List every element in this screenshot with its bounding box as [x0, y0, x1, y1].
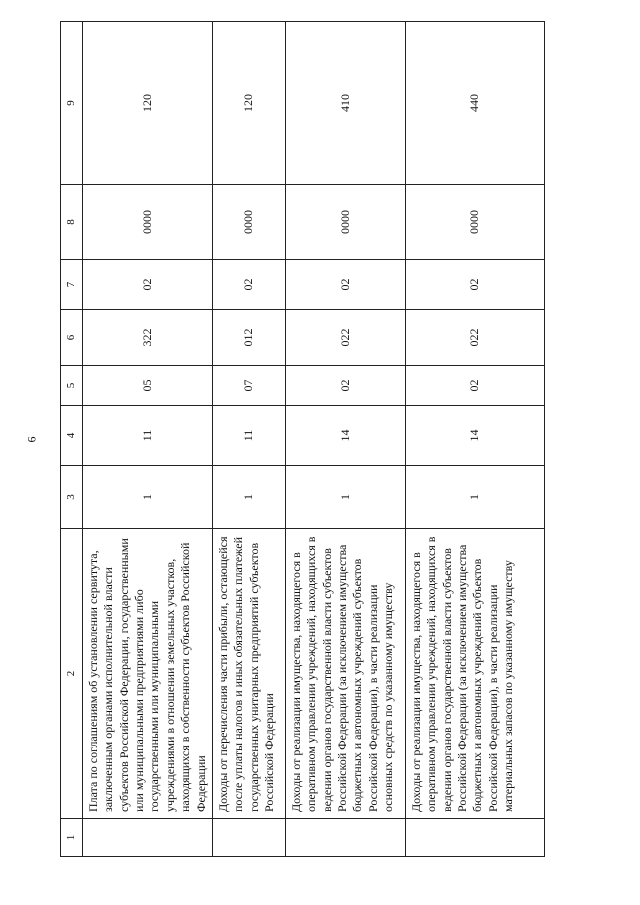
row-number-cell — [83, 819, 213, 857]
table-row — [212, 22, 285, 857]
header-cell-2: 2 — [61, 529, 83, 819]
code-cell-9: 120 — [212, 22, 285, 185]
page-number: 6 — [24, 436, 39, 443]
revenue-code-table — [60, 21, 545, 857]
code-cell-3: 1 — [285, 466, 405, 529]
description-cell: Доходы от реализации имущества, находящегося в оперативном управлении учреждений, находящихся в ведении органов государственной власти субъектов Российской Федерации (за исключением имущества бюджетных и автономных учреждений субъектов Российской Федерации), в части реализации основных средств по указанному имуществу — [285, 529, 405, 819]
code-cell-6: 022 — [285, 310, 405, 366]
header-cell-3: 3 — [61, 466, 83, 529]
header-cell-9: 9 — [61, 22, 83, 185]
description-cell: Доходы от перечисления части прибыли, остающейся после уплаты налогов и иных обязательных платежей государственных унитарных предприятий субъектов Российской Федерации — [212, 529, 285, 819]
code-cell-7: 02 — [405, 260, 544, 310]
code-cell-6: 322 — [83, 310, 213, 366]
code-cell-9: 410 — [285, 22, 405, 185]
code-cell-7: 02 — [83, 260, 213, 310]
code-cell-3: 1 — [405, 466, 544, 529]
code-cell-3: 1 — [83, 466, 213, 529]
header-cell-1: 1 — [61, 819, 83, 857]
code-cell-6: 012 — [212, 310, 285, 366]
description-cell: Доходы от реализации имущества, находящегося в оперативном управлении учреждений, находящихся в ведении органов государственной власти субъектов Российской Федерации (за исключением имущества бюджетных и автономных учреждений субъектов Российской Федерации), в части реализации материальных запасов по указанному имуществу — [405, 529, 544, 819]
header-cell-8: 8 — [61, 185, 83, 260]
table-header-row — [61, 22, 83, 857]
code-cell-7: 02 — [212, 260, 285, 310]
header-cell-6: 6 — [61, 310, 83, 366]
code-cell-8: 0000 — [212, 185, 285, 260]
code-cell-5: 02 — [405, 366, 544, 406]
code-cell-9: 440 — [405, 22, 544, 185]
code-cell-7: 02 — [285, 260, 405, 310]
row-number-cell — [285, 819, 405, 857]
code-cell-5: 02 — [285, 366, 405, 406]
code-cell-8: 0000 — [405, 185, 544, 260]
code-cell-8: 0000 — [285, 185, 405, 260]
code-cell-4: 11 — [83, 406, 213, 466]
table-row — [83, 22, 213, 857]
code-cell-5: 05 — [83, 366, 213, 406]
code-cell-6: 022 — [405, 310, 544, 366]
rotated-table-frame — [60, 22, 535, 857]
code-cell-4: 14 — [405, 406, 544, 466]
table-container — [60, 22, 535, 857]
code-cell-3: 1 — [212, 466, 285, 529]
row-number-cell — [212, 819, 285, 857]
header-cell-7: 7 — [61, 260, 83, 310]
description-cell: Плата по соглашениям об установлении сервитута, заключенным органами исполнительной власти субъектов Российской Федерации, государственными или муниципальными предприятиями либо государственными или муниципальными учреждениями в отношении земельных участков, находящихся в собственности субъектов Российской Федерации — [83, 529, 213, 819]
table-row — [405, 22, 544, 857]
code-cell-4: 11 — [212, 406, 285, 466]
code-cell-5: 07 — [212, 366, 285, 406]
table-row — [285, 22, 405, 857]
code-cell-9: 120 — [83, 22, 213, 185]
code-cell-4: 14 — [285, 406, 405, 466]
row-number-cell — [405, 819, 544, 857]
header-cell-4: 4 — [61, 406, 83, 466]
header-cell-5: 5 — [61, 366, 83, 406]
code-cell-8: 0000 — [83, 185, 213, 260]
